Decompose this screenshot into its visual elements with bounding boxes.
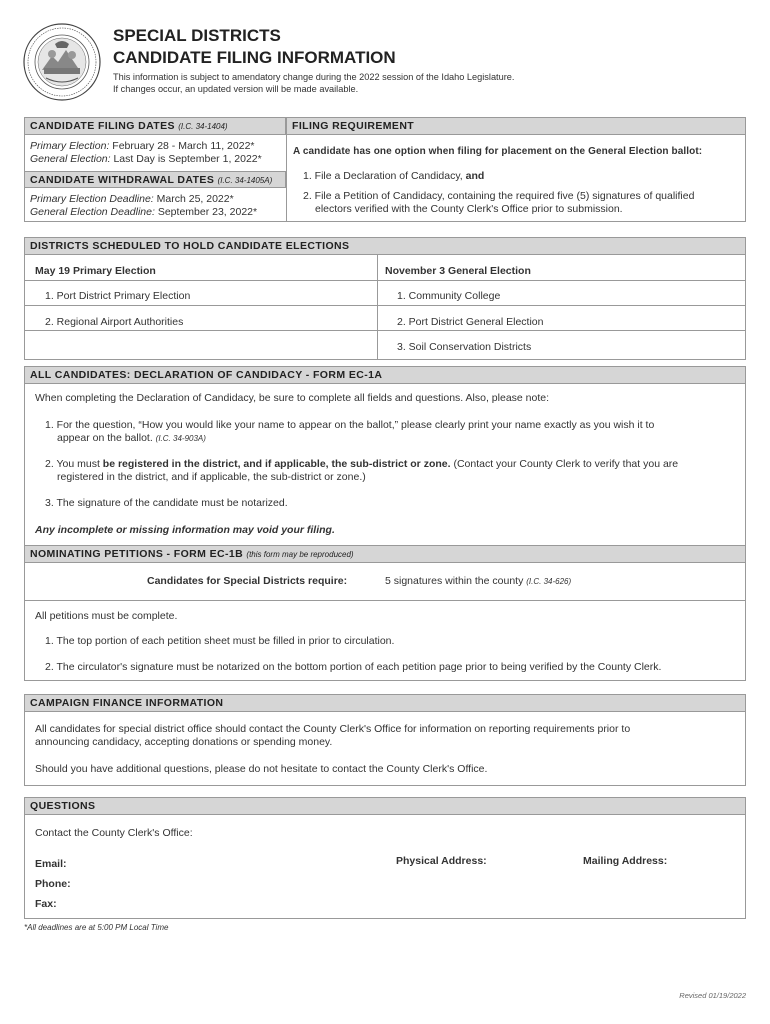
- subtitle-line-2: If changes occur, an updated version will be made available.: [113, 83, 359, 94]
- phone-label: Phone:: [35, 878, 71, 890]
- fax-label: Fax:: [35, 898, 57, 910]
- declaration-warning: Any incomplete or missing information may void your filing.: [35, 524, 335, 536]
- declaration-item-3: 3. The signature of the candidate must be notarized.: [45, 497, 288, 509]
- petitions-item-1: 1. The top portion of each petition sheet must be filled in prior to circulation.: [45, 635, 395, 647]
- finance-section: [24, 694, 746, 786]
- title-line-1: SPECIAL DISTRICTS: [113, 26, 281, 45]
- finance-contact-text: Should you have additional questions, please do not hesitate to contact the County Clerk's Office.: [35, 763, 488, 775]
- petition-requirement-value: 5 signatures within the county (I.C. 34-626): [385, 575, 572, 587]
- finance-text: All candidates for special district office should contact the County Clerk's Office for information on reporting requirements prior to announcing candidacy, accepting donations or spending money.: [35, 723, 631, 748]
- email-label: Email:: [35, 858, 67, 870]
- questions-heading: QUESTIONS: [25, 798, 745, 815]
- declaration-item-2: 2. You must be registered in the district, and if applicable, the sub-district or zone. (Contact your County Clerk to verify that you are registered in the district, and if applicable, the sub-district or zone.): [45, 458, 679, 483]
- declaration-heading: ALL CANDIDATES: DECLARATION OF CANDIDACY - FORM EC-1A: [25, 367, 745, 384]
- title-line-2: CANDIDATE FILING INFORMATION: [113, 48, 396, 67]
- deadline-footnote: *All deadlines are at 5:00 PM Local Time: [24, 923, 169, 932]
- general-withdrawal-deadline: General Election Deadline: September 23, 2022*: [30, 206, 258, 218]
- primary-election-heading: May 19 Primary Election: [35, 265, 156, 277]
- filing-dates-heading: CANDIDATE FILING DATES (I.C. 34-1404): [25, 118, 286, 135]
- finance-heading: CAMPAIGN FINANCE INFORMATION: [25, 695, 745, 712]
- general-district-item: 3. Soil Conservation Districts: [397, 341, 532, 353]
- subtitle-line-1: This information is subject to amendatory change during the 2022 session of the Idaho Legislature.: [113, 72, 515, 82]
- filing-requirement-heading: FILING REQUIREMENT: [287, 118, 745, 135]
- primary-district-item: 2. Regional Airport Authorities: [45, 316, 184, 328]
- general-election-heading: November 3 General Election: [385, 265, 531, 277]
- petitions-section: [24, 545, 746, 681]
- questions-section: [24, 797, 746, 919]
- state-seal-icon: [22, 22, 102, 102]
- primary-district-item: 1. Port District Primary Election: [45, 290, 191, 302]
- filing-dates-section: [24, 117, 746, 222]
- mailing-address-label: Mailing Address:: [583, 855, 668, 867]
- petitions-heading: NOMINATING PETITIONS - FORM EC-1B (this form may be reproduced): [25, 546, 745, 563]
- declaration-intro: When completing the Declaration of Candidacy, be sure to complete all fields and questions. Also, please note:: [35, 392, 550, 404]
- petition-requirement-label: Candidates for Special Districts require:: [147, 575, 348, 587]
- withdrawal-dates-heading: CANDIDATE WITHDRAWAL DATES (I.C. 34-1405A): [25, 171, 286, 188]
- declaration-section: [24, 366, 746, 546]
- page-title: [113, 25, 396, 69]
- petitions-intro: All petitions must be complete.: [35, 610, 178, 622]
- physical-address-label: Physical Address:: [396, 855, 487, 867]
- primary-withdrawal-deadline: Primary Election Deadline: March 25, 2022*: [30, 193, 234, 205]
- general-filing-dates: General Election: Last Day is September 1, 2022*: [30, 153, 262, 165]
- page-subtitle: [113, 72, 514, 95]
- declaration-item-1: 1. For the question, “How you would like your name to appear on the ballot,” please clearly print your name exactly as you wish it to appear on the ballot. (I.C. 34-903A): [45, 419, 655, 444]
- districts-section: [24, 237, 746, 360]
- revision-date: Revised 01/19/2022: [679, 991, 746, 1000]
- primary-filing-dates: Primary Election: February 28 - March 11, 2022*: [30, 140, 255, 152]
- filing-requirement-item-2: 2. File a Petition of Candidacy, containing the required five (5) signatures of qualified electors verified with the County Clerk's Office prior to submission.: [303, 190, 695, 215]
- petitions-item-2: 2. The circulator's signature must be notarized on the bottom portion of each petition page prior to being verified by the County Clerk.: [45, 661, 662, 673]
- general-district-item: 1. Community College: [397, 290, 501, 302]
- general-district-item: 2. Port District General Election: [397, 316, 544, 328]
- districts-heading: DISTRICTS SCHEDULED TO HOLD CANDIDATE ELECTIONS: [25, 238, 745, 255]
- filing-requirement-intro: A candidate has one option when filing for placement on the General Election ballot:: [293, 146, 703, 157]
- questions-intro: Contact the County Clerk's Office:: [35, 827, 193, 839]
- filing-requirement-item-1: 1. File a Declaration of Candidacy, and: [303, 170, 485, 182]
